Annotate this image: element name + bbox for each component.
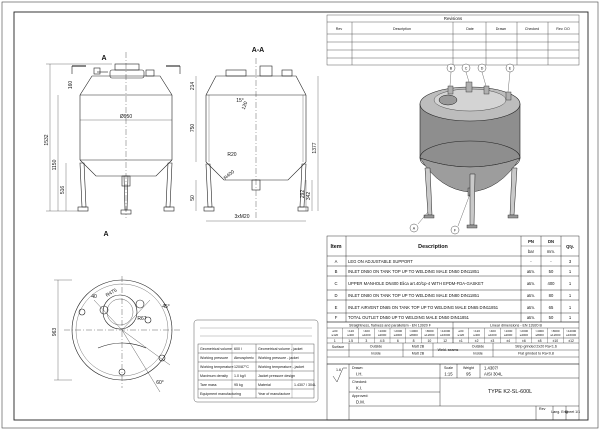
tolerance-range: ≥30 <box>458 329 464 333</box>
item-row-c-desc: UPPER MANHOLE DN400 Elica art.40/1p-4 WITH EPDM-FDA-GASKET <box>348 281 484 286</box>
dim-292: 292 <box>300 189 306 199</box>
spec-right-2: Working temperature - jacket <box>258 365 305 369</box>
item-row-c-qty: 1 <box>568 281 572 286</box>
spec-left-4: Tare mass <box>200 383 217 387</box>
tolerance-range: ≤1000 <box>362 333 371 338</box>
material-line-2: AISI 304L <box>484 371 503 377</box>
dim-214: 214 <box>190 81 196 91</box>
revisions-title: Revisions <box>443 16 463 21</box>
spec-right-1: Working pressure - jacket <box>258 356 299 360</box>
tolerance-range: ≤120 <box>457 333 465 338</box>
spec-right-3: Jacket pressure design <box>258 374 295 378</box>
tolerance-value: 1 <box>333 339 336 343</box>
weld-inside-value: Flat grinded to Ra<0.8 <box>518 351 554 356</box>
spec-left-1: Working pressure <box>200 356 229 360</box>
spec-left-val-0: 600 l <box>234 347 242 351</box>
approved-value: D.M. <box>356 399 365 405</box>
weld-inside-label: Inside <box>473 351 483 356</box>
item-row-a-qty: 3 <box>568 259 572 264</box>
item-row-d-id: D <box>334 293 338 298</box>
spec-left-2: Working temperature <box>200 365 234 369</box>
surface-inside-label: Inside <box>371 351 381 356</box>
item-row-d-dn: 80 <box>548 293 554 298</box>
tolerance-range: >400 <box>362 329 370 333</box>
tolerance-range: ≤120 <box>331 333 339 338</box>
weld-outside-value: Strip grinded 2x20 Ra<1.6 <box>515 344 557 349</box>
item-row-f-dn: 50 <box>548 315 554 320</box>
drawn-value: I.H. <box>356 371 363 377</box>
dim-r475: R475 <box>104 287 119 299</box>
dim-60deg: 60° <box>156 380 164 386</box>
item-row-b-qty: 1 <box>568 269 572 274</box>
dim-r67: R67 <box>137 316 147 322</box>
scale-value: 1:15 <box>444 371 453 377</box>
tolerance-value: ±1 <box>459 339 463 343</box>
sheet-label: Sheet 1/1 <box>564 410 581 414</box>
checked-col-header: Checked <box>524 27 540 31</box>
item-row-f-qty: 1 <box>568 315 572 320</box>
item-row-d-desc: INLET DN80 ON TANK TOP UP TO WELDING MALE DN80 DIN11851 <box>348 293 480 298</box>
callout-a: A <box>412 226 416 231</box>
tolerance-range: ≤12000 <box>424 333 435 338</box>
surface-outside-value: Matt 2B <box>411 344 425 349</box>
item-row-b-desc: INLET DN50 ON TANK TOP UP TO WELDING MALE DN50 DIN11851 <box>348 269 480 274</box>
rev-label: Rev <box>539 407 546 411</box>
spec-left-5: Equipment manufacturing <box>200 392 241 396</box>
spec-right-4: Material <box>258 383 271 387</box>
dim-963: 963 <box>52 327 58 337</box>
tolerance-value: 1.5 <box>348 339 353 343</box>
item-row-c-dn: 400 <box>547 281 555 286</box>
item-row-c-id: C <box>334 281 338 286</box>
tolerance-range: >4000 <box>409 329 418 333</box>
surface-inside-value: Matt 2B <box>411 351 425 356</box>
dim-r400: R400 <box>222 169 236 182</box>
tolerance-range: >12000 <box>566 329 577 333</box>
items-unit-pn: bar <box>527 249 535 254</box>
weld-seams-label: Weld. seams <box>437 348 459 352</box>
spec-right-val-4: 1.4307 / 304L <box>294 383 316 387</box>
dim-r20: R20 <box>227 152 237 158</box>
tolerance-value: ±10 <box>552 339 559 343</box>
dim-height-total: 1532 <box>44 134 50 146</box>
items-header-qty: Qty. <box>566 244 574 249</box>
tolerance-range: ≤16000 <box>566 333 577 338</box>
material-line-1: 1.4307/ <box>484 365 498 371</box>
rev-do-col-header: Rev. DO <box>556 27 570 31</box>
tolerance-value: ±2 <box>474 339 479 343</box>
spec-left-val-1: Atmospheric <box>234 356 254 360</box>
item-row-e-dn: 65 <box>548 305 554 310</box>
spec-left-3: Maximum density <box>200 374 228 378</box>
item-row-b-pn: atm. <box>526 269 536 274</box>
callout-f: F <box>453 228 457 233</box>
tolerance-value: 6 <box>396 339 399 343</box>
dim-342: 342 <box>306 191 312 201</box>
dim-1377: 1377 <box>312 142 318 154</box>
description-col-header: Description <box>393 27 411 31</box>
tolerance-value: ±3 <box>490 339 495 343</box>
spec-right-0: Geometrical volume - jacket <box>258 347 303 351</box>
item-row-f-desc: TOTAL OUTLET DN50 UP TO WELDING MALE DN50 DIN11851 <box>348 315 470 320</box>
dim-45deg: 45° <box>162 304 170 310</box>
tolerance-range: ≤8000 <box>535 333 544 338</box>
tolerance-value: ±8 <box>537 339 542 343</box>
item-row-c-pn: atm. <box>526 281 536 286</box>
item-row-f-id: F <box>334 315 338 320</box>
tolerance-range: ≤400 <box>347 333 354 338</box>
tolerance-value: ±4 <box>506 339 510 343</box>
tolerance-range: >400 <box>488 329 496 333</box>
item-row-f-pn: atm. <box>526 315 536 320</box>
tolerance-range: >120 <box>347 329 355 333</box>
tolerance-range: >2000 <box>519 329 529 333</box>
tolerance-value: 8 <box>412 339 415 343</box>
callout-d: D <box>480 66 484 71</box>
tolerance-range: ≤1000 <box>488 333 497 338</box>
item-row-e-desc: INLET AIRVENT DN65 ON TANK TOP UP TO WELDING MALE DN65 DIN11851 <box>348 305 499 310</box>
roughness-value: 1.6 <box>336 368 341 372</box>
spec-left-val-4: 95 kg <box>234 383 243 387</box>
checked-label: Checked: <box>352 380 368 384</box>
dim-height-body: 1150 <box>52 159 58 171</box>
rev-col-header: Rev <box>335 27 343 31</box>
spec-left-val-2: 120/87°C <box>234 365 250 369</box>
tolerance-linear-title: Linear dimensions - EN 13920 B <box>490 323 542 328</box>
date-col-header: Date <box>466 27 474 31</box>
drawing-type-title: TYPE K2-SL-600L <box>487 389 533 395</box>
tolerance-range: ≤2000 <box>503 333 513 338</box>
weight-label: Weight <box>462 366 475 370</box>
section-title: A-A <box>251 47 265 54</box>
callout-c: C <box>464 66 468 71</box>
tolerance-value: ±12 <box>568 339 574 343</box>
tolerance-range: ≤4000 <box>519 333 529 338</box>
items-header-dn: DN <box>547 239 555 244</box>
tolerance-value: 4.5 <box>379 339 385 343</box>
item-row-e-qty: 1 <box>568 305 572 310</box>
item-row-d-qty: 1 <box>568 293 572 298</box>
item-row-d-pn: atm. <box>526 293 536 298</box>
tolerance-range: >1000 <box>503 329 513 333</box>
items-header-item: Item <box>330 244 342 250</box>
tolerance-value: ±6 <box>522 339 526 343</box>
dim-legs-thread: 3xM20 <box>234 214 250 220</box>
surface-outside-label: Outside <box>369 344 383 349</box>
language-label: Lang. Eng <box>551 410 568 414</box>
dim-diameter: Ø950 <box>119 114 133 120</box>
drawn-col-header: Drawn <box>495 27 507 31</box>
tolerance-straightness-title: Straightness, flatness and parallelism - EN 13920 F <box>349 323 431 328</box>
dim-height-legs: 516 <box>60 185 66 195</box>
dim-160: 160 <box>68 80 74 90</box>
scale-label: Scale <box>444 366 453 370</box>
dim-15deg: 15° <box>236 98 244 104</box>
item-row-e-id: E <box>334 305 338 310</box>
tolerance-value: 12 <box>443 339 448 343</box>
section-mark-left: A <box>101 55 107 62</box>
spec-left-val-3: 1.0 kg/l <box>234 374 246 378</box>
callout-b: B <box>449 66 453 71</box>
tolerance-range: ≤12000 <box>550 333 561 338</box>
dim-40: 40 <box>91 294 97 300</box>
tolerance-range: >1000 <box>377 329 387 333</box>
dim-750: 750 <box>190 123 196 133</box>
tolerance-range: ≤2000 <box>377 333 387 338</box>
drawn-label: Drawn: <box>352 366 364 370</box>
item-row-a-dn: - <box>550 259 552 264</box>
item-row-b-id: B <box>334 269 338 274</box>
item-row-a-desc: LEG ON ADJUSTABLE SUPPORT <box>348 259 413 264</box>
spec-right-5: Year of manufacture <box>258 392 291 396</box>
spec-left-0: Geometrical volume <box>200 347 232 351</box>
tolerance-range: >4000 <box>535 329 544 333</box>
tolerance-range: ≤8000 <box>409 333 418 338</box>
tolerance-range: >120 <box>473 329 481 333</box>
items-header-pn: PN <box>528 239 534 244</box>
dim-50: 50 <box>190 195 196 201</box>
tolerance-range: >2000 <box>393 329 403 333</box>
tolerance-range: ≤16000 <box>440 333 451 338</box>
weight-value: 95 <box>466 371 471 377</box>
item-row-a-id: A <box>334 259 338 264</box>
weld-outside-label: Outside <box>471 344 485 349</box>
approved-label: Approved: <box>352 394 369 398</box>
tolerance-range: ≤400 <box>473 333 480 338</box>
tolerance-value: 3 <box>365 339 368 343</box>
section-mark-left-bottom: A <box>103 231 109 238</box>
tolerance-range: >12000 <box>440 329 451 333</box>
dim-120: 120 <box>240 100 250 111</box>
items-header-description: Description <box>418 244 448 250</box>
item-row-a-pn: - <box>530 259 532 264</box>
tolerance-value: 10 <box>427 339 432 343</box>
checked-value: K.I. <box>356 385 363 391</box>
tolerance-range: ≤4000 <box>393 333 403 338</box>
tolerance-range: >8000 <box>425 329 434 333</box>
tolerance-range: >8000 <box>551 329 560 333</box>
items-unit-dn: mm. <box>546 249 556 254</box>
tolerance-range: ≥30 <box>332 329 338 333</box>
item-row-e-pn: atm. <box>526 305 536 310</box>
item-row-b-dn: 50 <box>548 269 554 274</box>
surface-label: Surface <box>331 345 345 349</box>
callout-e: E <box>508 66 512 71</box>
